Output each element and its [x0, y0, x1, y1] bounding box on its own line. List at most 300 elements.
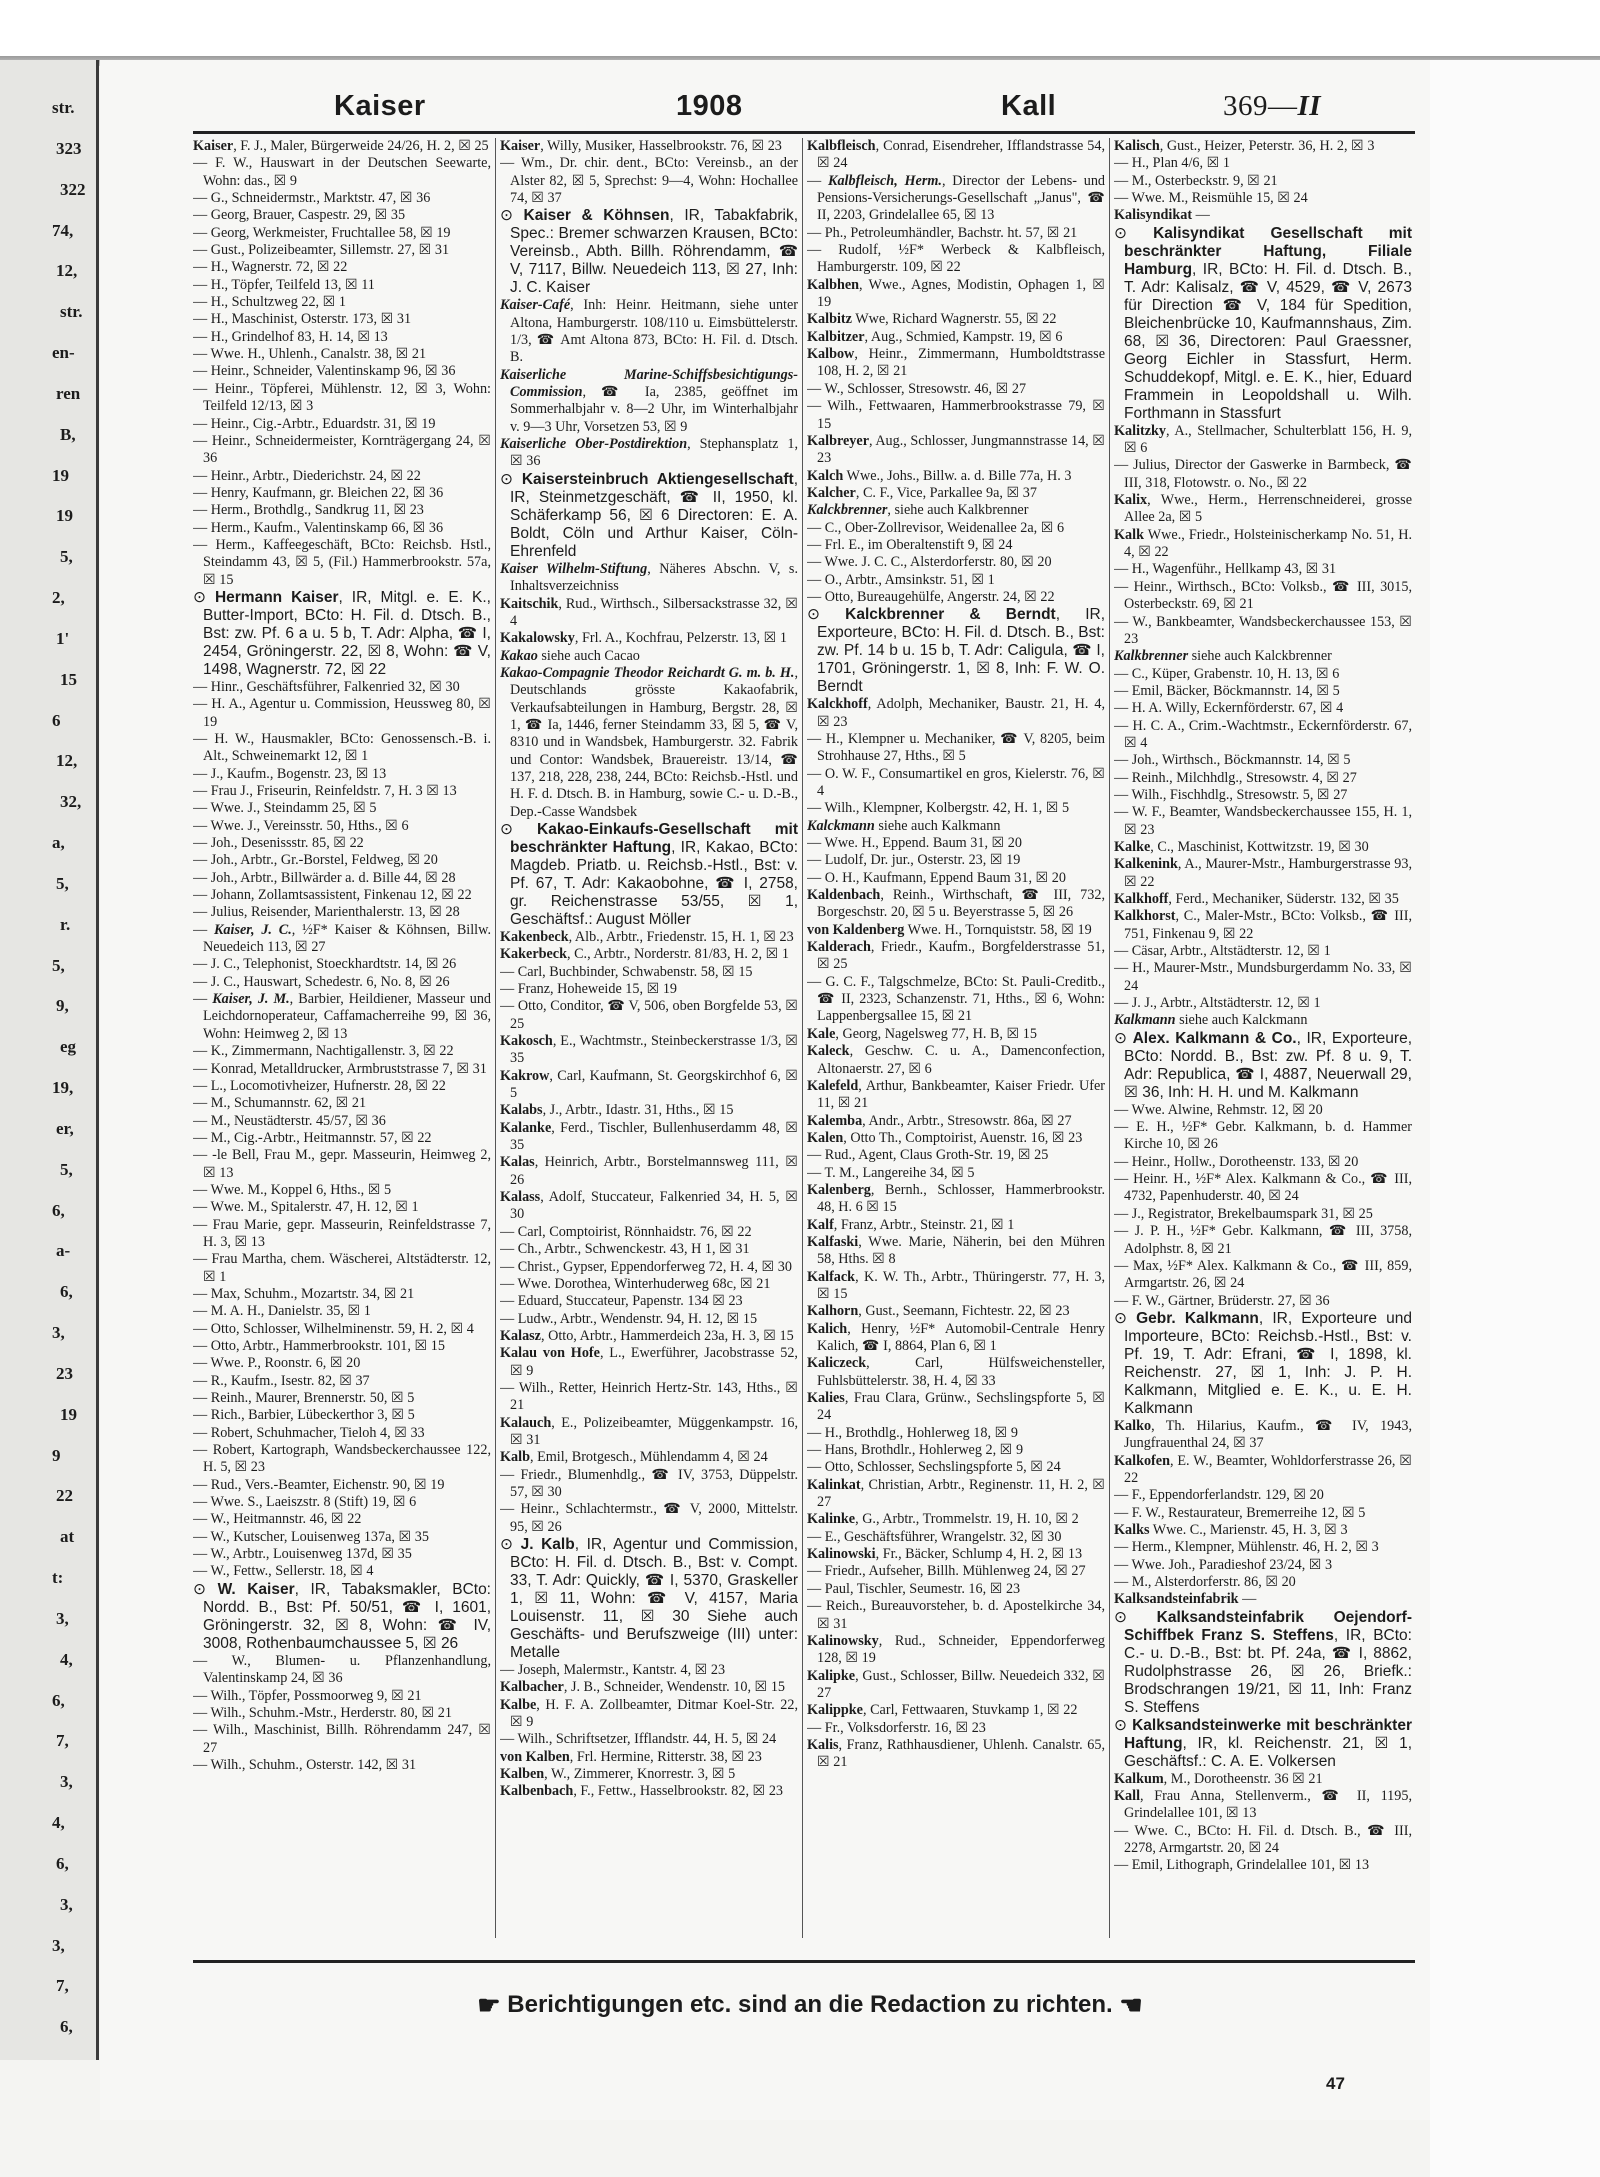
directory-entry: — Wilh., Töpfer, Possmoorweg 9, ☒ 21	[193, 1687, 422, 1704]
pointing-hand-right-icon: ☛	[477, 1990, 501, 2020]
header-first-name: Kaiser	[334, 90, 426, 122]
directory-entry: Kaiser-Café, Inh: Heinr. Heitmann, siehe unter Altona, Hamburgerstr. 108/110 u. Eimsbüttelerstr. 1/3, ☎ Amt Altona 873, BCto: H. Fil. d. Dtsch. B.	[500, 297, 798, 366]
directory-entry: Kalkmann siehe auch Kalckmann	[1114, 1012, 1308, 1029]
directory-entry: — Carl, Comptoirist, Rönnhaidstr. 76, ☒ 22	[500, 1223, 752, 1240]
column-divider	[495, 138, 496, 1938]
directory-entry: — Heinr. H., ½F* Alex. Kalkmann & Co., ☎ III, 4732, Papenhuderstr. 40, ☒ 24	[1114, 1171, 1412, 1205]
left-fragment-text: 9	[52, 1445, 61, 1465]
directory-entry: ⊙ Kalckbrenner & Berndt, IR, Exporteure, BCto: H. Fil. d. Dtsch. B., Bst: zw. Pf. 14 b u. 15 b, T. Adr: Caligula, ☎ I, 1701, Gröningerstr. 1, ☒ 8, Inh: F. W. O. Berndt	[807, 606, 1105, 696]
pointing-hand-left-icon: ☚	[1119, 1990, 1143, 2020]
header-year: 1908	[676, 90, 743, 122]
directory-entry: — Joseph, Malermstr., Kantstr. 4, ☒ 23	[500, 1662, 726, 1678]
directory-entry: Kalckhoff, Adolph, Mechaniker, Baustr. 21, H. 4, ☒ 23	[807, 696, 1105, 730]
directory-entry: ⊙ J. Kalb, IR, Agentur und Commission, BCto: H. Fil. d. Dtsch. B., Bst: v. Compt. 33, T. Adr: Quickly, ☎ I, 5370, Graskeller 1, ☒ 11, Wohn: ☎ V, 4157, Maria Louisenstr. 11, ☒ 30 Siehe auch Geschäfts- und Berufszweige (III) unter: Metalle	[500, 1536, 798, 1661]
directory-entry: Kaiserliche Ober-Postdirektion, Stephansplatz 1, ☒ 36	[500, 436, 798, 470]
directory-entry: — F. W., Gärtner, Brüderstr. 27, ☒ 36	[1114, 1292, 1330, 1309]
directory-entry: — H. A., Agentur u. Commission, Heussweg 80, ☒ 19	[193, 696, 491, 730]
directory-entry: — Rud., Vers.-Beamter, Eichenstr. 90, ☒ 19	[193, 1476, 445, 1493]
directory-entry: — F. W., Restaurateur, Bremerreihe 12, ☒ 5	[1114, 1504, 1366, 1521]
directory-entry: Kalefeld, Arthur, Bankbeamter, Kaiser Friedr. Ufer 11, ☒ 21	[807, 1077, 1105, 1112]
directory-entry: — Hinr., Geschäftsführer, Falkenried 32, ☒ 30	[193, 678, 460, 695]
directory-entry: — Wwe. J., Steindamm 25, ☒ 5	[193, 800, 377, 817]
directory-entry: — Joh., Wirthsch., Böckmannstr. 14, ☒ 5	[1114, 752, 1351, 769]
directory-entry: — W., Arbtr., Louisenweg 137d, ☒ 35	[193, 1546, 412, 1563]
left-fragment-text: 323	[56, 138, 82, 158]
directory-entry: — Heinr., Hollw., Dorotheenstr. 133, ☒ 20	[1114, 1153, 1359, 1170]
directory-entry: — Carl, Buchbinder, Schwabenstr. 58, ☒ 15	[500, 963, 753, 980]
directory-entry: Kalkum, M., Dorotheenstr. 36 ☒ 21	[1114, 1770, 1323, 1787]
directory-entry: — Julius, Director der Gaswerke in Barmbeck, ☎ III, 318, Flotowstr. o. No., ☒ 22	[1114, 457, 1412, 491]
directory-entry: — Emil, Bäcker, Böckmannstr. 14, ☒ 5	[1114, 682, 1340, 699]
directory-entry: — H. C. A., Crim.-Wachtmstr., Eckernförderstr. 67, ☒ 4	[1114, 717, 1412, 751]
directory-entry: — H., Töpfer, Teilfeld 13, ☒ 11	[193, 276, 375, 293]
directory-entry: Kalenberg, Bernh., Schlosser, Hammerbrookstr. 48, H. 6 ☒ 15	[807, 1181, 1105, 1216]
directory-entry: Kalkenink, A., Maurer-Mstr., Hamburgerstrasse 93, ☒ 22	[1114, 856, 1412, 890]
directory-entry: — W., Blumen- u. Pflanzenhandlung, Valentinskamp 24, ☒ 36	[193, 1652, 491, 1687]
directory-entry: — W. F., Beamter, Wandsbeckerchaussee 155, H. 1, ☒ 23	[1114, 804, 1412, 838]
directory-entry: Kalckmann siehe auch Kalkmann	[807, 817, 1001, 834]
directory-entry: — Joh., Arbtr., Gr.-Borstel, Feldweg, ☒ 20	[193, 852, 438, 869]
directory-entry: — J. C., Hauswart, Schedestr. 6, No. 8, ☒ 26	[193, 973, 450, 990]
directory-entry: Kalbreyer, Aug., Schlosser, Jungmannstrasse 14, ☒ 23	[807, 432, 1105, 467]
directory-entry: — Herm., Kaffeegeschäft, BCto: Reichsb. Hstl., Steindamm 43, ☒ 5, (Fil.) Hammerbrookstr. 57a, ☒ 15	[193, 536, 491, 588]
directory-entry: — Wwe. H., Uhlenh., Canalstr. 38, ☒ 21	[193, 346, 427, 363]
directory-entry: — Rudolf, ½F* Werbeck & Kalbfleisch, Hamburgerstr. 109, ☒ 22	[807, 242, 1105, 276]
directory-entry: Kalfack, K. W. Th., Arbtr., Thüringerstr. 77, H. 3, ☒ 15	[807, 1268, 1105, 1302]
right-page-margin	[1430, 60, 1600, 2177]
directory-entry: — Wilh., Schuhm.-Mstr., Herderstr. 80, ☒ 21	[193, 1704, 452, 1721]
directory-entry: ⊙ Kaisersteinbruch Aktiengesellschaft, IR, Steinmetzgeschäft, ☎ II, 1950, kl. Schäferkamp 56, ☒ 6 Directoren: E. A. Boldt, Cöln und Arthur Kaiser, Cöln-Ehrenfeld	[500, 470, 798, 560]
left-fragment-text: 7,	[56, 1731, 69, 1751]
directory-entry: — M. A. H., Danielstr. 35, ☒ 1	[193, 1303, 371, 1320]
directory-entry: — W., Bankbeamter, Wandsbeckerchaussee 153, ☒ 23	[1114, 613, 1412, 647]
directory-entry: — H., Plan 4/6, ☒ 1	[1114, 155, 1230, 172]
sheet-number: 47	[1326, 2074, 1345, 2093]
directory-entry: Kalasz, Otto, Arbtr., Hammerdeich 23a, H. 3, ☒ 15	[500, 1327, 794, 1344]
footer-note-text: Berichtigungen etc. sind an die Redaction zu richten.	[507, 1991, 1113, 2018]
directory-entry: Kalinowsky, Rud., Schneider, Eppendorferweg 128, ☒ 19	[807, 1632, 1105, 1667]
directory-entry: Kalen, Otto Th., Comptoirist, Auenstr. 16, ☒ 23	[807, 1129, 1083, 1146]
directory-entry: — Robert, Schuhmacher, Tieloh 4, ☒ 33	[193, 1424, 425, 1441]
directory-entry: — Wwe. M., Koppel 6, Hths., ☒ 5	[193, 1181, 392, 1198]
directory-entry: Kall, Frau Anna, Stellenverm., ☎ II, 1195, Grindelallee 101, ☒ 13	[1114, 1788, 1412, 1822]
left-fragment-text: 15	[60, 669, 77, 689]
directory-entry: — Otto, Bureaugehülfe, Angerstr. 24, ☒ 22	[807, 588, 1055, 605]
directory-entry: Kalabs, J., Arbtr., Idastr. 31, Hths., ☒ 15	[500, 1102, 734, 1119]
directory-entry: Kalf, Franz, Arbtr., Steinstr. 21, ☒ 1	[807, 1216, 1015, 1233]
directory-entry: Kalbow, Heinr., Zimmermann, Humboldtstrasse 108, H. 2, ☒ 21	[807, 346, 1105, 380]
directory-entry: — M., Alsterdorferstr. 86, ☒ 20	[1114, 1573, 1296, 1590]
left-fragment-text: 32,	[60, 792, 82, 812]
directory-entry: Kaldenbach, Reinh., Wirthschaft, ☎ III, 732, Borgeschstr. 20, ☒ 5 u. Beyerstrasse 5, ☒ 26	[807, 887, 1105, 921]
directory-entry: Kakrow, Carl, Kaufmann, St. Georgskirchhof 6, ☒ 5	[500, 1067, 798, 1102]
left-fragment-text: 3,	[60, 1772, 73, 1792]
directory-entry: Kalbhen, Wwe., Agnes, Modistin, Ophagen 1, ☒ 19	[807, 276, 1105, 311]
directory-entry: Kaliczeck, Carl, Hülfsweichensteller, Fuhlsbüttelerstr. 38, H. 4, ☒ 33	[807, 1355, 1105, 1389]
directory-entry: — Kalbfleisch, Herm., Director der Lebens- und Pensions-Versicherungs-Gesellschaft „Janus", ☎ II, 2203, Grindelallee 65, ☒ 13	[807, 172, 1105, 224]
directory-entry: Kalkhoff, Ferd., Mechaniker, Süderstr. 132, ☒ 35	[1114, 891, 1399, 907]
directory-entry: — O. W. F., Consumartikel en gros, Kielerstr. 76, ☒ 4	[807, 765, 1105, 799]
directory-entry: — Hans, Brothdlr., Hohlerweg 2, ☒ 9	[807, 1442, 1024, 1459]
directory-entry: — Ch., Arbtr., Schwenckestr. 43, H 1, ☒ 31	[500, 1241, 750, 1258]
directory-entry: — Herm., Klempner, Mühlenstr. 46, H. 2, ☒ 3	[1114, 1539, 1379, 1556]
header-page-number	[1223, 90, 1321, 123]
directory-entry: Kalinowski, Fr., Bäcker, Schlump 4, H. 2, ☒ 13	[807, 1546, 1083, 1563]
directory-entry: Kalbe, H. F. A. Zollbeamter, Ditmar Koel-Str. 22, ☒ 9	[500, 1696, 798, 1731]
directory-entry: — Wwe. S., Laeiszstr. 8 (Stift) 19, ☒ 6	[193, 1494, 417, 1511]
directory-entry: — Wwe. Joh., Paradieshof 23/24, ☒ 3	[1114, 1556, 1333, 1573]
directory-entry: Kalisyndikat —	[1114, 207, 1210, 224]
directory-columns	[193, 138, 1415, 1938]
directory-entry: Kalies, Frau Clara, Grünw., Sechslingspforte 5, ☒ 24	[807, 1390, 1105, 1424]
footer-note	[430, 1990, 1190, 2021]
directory-entry: Kalis, Franz, Rathhausdiener, Uhlenh. Canalstr. 65, ☒ 21	[807, 1736, 1105, 1771]
directory-entry: Kakalowsky, Frl. A., Kochfrau, Pelzerstr. 13, ☒ 1	[500, 630, 788, 647]
directory-entry: — L., Locomotivheizer, Hufnerstr. 28, ☒ 22	[193, 1077, 446, 1094]
column-4	[1114, 138, 1412, 1938]
directory-entry: — J., Kaufm., Bogenstr. 23, ☒ 13	[193, 765, 387, 782]
directory-entry: — Reinh., Milchhdlg., Stresowstr. 4, ☒ 27	[1114, 769, 1357, 786]
left-fragment-text: t:	[52, 1568, 64, 1587]
directory-entry: — -le Bell, Frau M., gepr. Masseurin, Heimweg 2, ☒ 13	[193, 1147, 491, 1181]
directory-entry: — Reich., Bureauvorsteher, b. d. Apostelkirche 34, ☒ 31	[807, 1598, 1105, 1632]
directory-entry: Kalben, W., Zimmerer, Knorrestr. 3, ☒ 5	[500, 1766, 736, 1783]
directory-entry: — H., Wagnerstr. 72, ☒ 22	[193, 259, 348, 276]
left-fragment-text: en-	[52, 343, 75, 362]
header-rule	[193, 131, 1415, 134]
directory-entry: von Kalben, Frl. Hermine, Ritterstr. 38, ☒ 23	[500, 1748, 762, 1765]
left-fragment-text: 4,	[52, 1813, 65, 1832]
left-fragment-text: 6	[52, 710, 61, 730]
directory-entry: — Wilh., Fettwaaren, Hammerbrookstrasse 79, ☒ 15	[807, 398, 1105, 432]
directory-entry: Kalass, Adolf, Stuccateur, Falkenried 34, H. 5, ☒ 30	[500, 1189, 798, 1223]
directory-entry: — Wwe. Alwine, Rehmstr. 12, ☒ 20	[1114, 1101, 1323, 1118]
directory-entry: — Reinh., Maurer, Brennerstr. 50, ☒ 5	[193, 1390, 415, 1407]
directory-entry: — Wilh., Maschinist, Billh. Röhrendamm 247, ☒ 27	[193, 1722, 491, 1756]
left-fragment-text: 5,	[60, 1159, 73, 1179]
left-fragment-text: 322	[60, 179, 86, 199]
directory-entry: Kalhorn, Gust., Seemann, Fichtestr. 22, ☒ 23	[807, 1303, 1070, 1320]
directory-entry: — E., Geschäftsführer, Wrangelstr. 32, ☒ 30	[807, 1528, 1062, 1545]
directory-entry: — Wwe. Dorothea, Winterhuderweg 68c, ☒ 21	[500, 1275, 771, 1292]
left-fragment-text: r.	[60, 914, 71, 934]
directory-entry: — M., Schumannstr. 62, ☒ 21	[193, 1095, 367, 1112]
directory-entry: Kalemba, Andr., Arbtr., Stresowstr. 86a, ☒ 27	[807, 1112, 1072, 1129]
directory-entry: Kalke, C., Maschinist, Kottwitzstr. 19, ☒ 30	[1114, 838, 1369, 855]
directory-entry: — O. H., Kaufmann, Eppend Baum 31, ☒ 20	[807, 869, 1066, 886]
directory-entry: — Wilh., Fischhdlg., Stresowstr. 5, ☒ 27	[1114, 786, 1348, 803]
left-fragment-text: 4,	[60, 1649, 73, 1669]
directory-entry: — Henry, Kaufmann, gr. Bleichen 22, ☒ 36	[193, 484, 444, 501]
directory-entry: — H., Brothdlg., Hohlerweg 18, ☒ 9	[807, 1424, 1018, 1441]
directory-entry: Kalich, Henry, ½F* Automobil-Centrale Henry Kalich, ☎ I, 8864, Plan 6, ☒ 1	[807, 1320, 1105, 1354]
directory-entry: — G. C. F., Talgschmelze, BCto: St. Pauli-Creditb., ☎ II, 2323, Schanzenstr. 71, Hths., ☒ 6, Wohn: Lappenbergsallee 15, ☒ 21	[807, 973, 1105, 1025]
directory-entry: Kale, Georg, Nagelsweg 77, H. B, ☒ 15	[807, 1025, 1037, 1042]
directory-entry: von Kaldenberg Wwe. H., Tornquiststr. 58, ☒ 19	[807, 921, 1092, 938]
left-fragment-text: 2,	[52, 588, 65, 607]
directory-entry: — Georg, Brauer, Caspestr. 29, ☒ 35	[193, 207, 406, 224]
left-fragment-text: 6,	[60, 2017, 73, 2037]
directory-entry: — Otto, Conditor, ☎ V, 506, oben Borgfelde 53, ☒ 25	[500, 998, 798, 1032]
column-divider	[802, 138, 803, 1938]
left-fragment-text: er,	[56, 1118, 74, 1138]
directory-entry: Kaiser, Willy, Musiker, Hasselbrookstr. 76, ☒ 23	[500, 138, 782, 154]
left-fragment-text: 5,	[52, 955, 65, 975]
directory-entry: — Friedr., Blumenhdlg., ☎ IV, 3753, Düppelstr. 57, ☒ 30	[500, 1466, 798, 1500]
directory-entry: ⊙ Hermann Kaiser, IR, Mitgl. e. E. K., Butter-Import, BCto: H. Fil. d. Dtsch. B., Bst: zw. Pf. 6 a u. 5 b, T. Adr: Alpha, ☎ I, 2454, Gröningerstr. 22, ☒ 8, Wohn: ☎ V, 1498, Wagnerstr. 72, ☒ 22	[193, 588, 491, 678]
directory-entry: — Frau J., Friseurin, Reinfeldstr. 7, H. 3 ☒ 13	[193, 783, 457, 799]
directory-entry: — Kaiser, J. C., ½F* Kaiser & Köhnsen, Billw. Neuedeich 113, ☒ 27	[193, 921, 491, 956]
directory-entry: — Wm., Dr. chir. dent., BCto: Vereinsb., an der Alster 82, ☒ 5, Sprechst: 9—4, Wohn: Hochallee 74, ☒ 37	[500, 155, 798, 207]
directory-entry: Kaleck, Geschw. C. u. A., Damenconfection, Altonaerstr. 27, ☒ 6	[807, 1043, 1105, 1077]
directory-entry: — Heinr., Schlachtermstr., ☎ V, 2000, Mittelstr. 95, ☒ 26	[500, 1501, 798, 1535]
directory-entry: ⊙ Alex. Kalkmann & Co., IR, Exporteure, BCto: Nordd. B., Bst: zw. Pf. 8 u. 9, T. Adr: Republica, ☎ I, 4887, Neuerwall 29, ☒ 36, Inh: H. H. und M. Kalkmann	[1114, 1029, 1412, 1101]
directory-entry: Kalkofen, E. W., Beamter, Wohldorferstrasse 26, ☒ 22	[1114, 1452, 1412, 1486]
directory-entry: — Wwe. J. C. C., Alsterdorferstr. 80, ☒ 20	[807, 554, 1052, 571]
directory-entry: Kaiser, F. J., Maler, Bürgerweide 24/26, H. 2, ☒ 25	[193, 138, 489, 154]
directory-entry: — J., Registrator, Brekelbaumspark 31, ☒ 25	[1114, 1205, 1373, 1222]
directory-entry: Kalksandsteinfabrik —	[1114, 1591, 1257, 1608]
directory-entry: Kalbenbach, F., Fettw., Hasselbrookstr. 82, ☒ 23	[500, 1783, 784, 1800]
directory-entry: Kaitschik, Rud., Wirthsch., Silbersackstrasse 32, ☒ 4	[500, 595, 798, 629]
directory-entry: — Emil, Lithograph, Grindelallee 101, ☒ 13	[1114, 1857, 1370, 1874]
directory-entry: Kalauch, E., Polizeibeamter, Müggenkampstr. 16, ☒ 31	[500, 1414, 798, 1448]
directory-entry: Kalkbrenner siehe auch Kalckbrenner	[1114, 648, 1332, 665]
left-fragment-text: ren	[56, 383, 81, 403]
directory-entry: — Otto, Schlosser, Wilhelminenstr. 59, H. 2, ☒ 4	[193, 1320, 474, 1337]
left-fragment-text: 3,	[52, 1935, 65, 1955]
directory-entry: Kakosch, E., Wachtmstr., Steinbeckerstrasse 1/3, ☒ 35	[500, 1033, 798, 1067]
left-fragment-text: 12,	[56, 261, 78, 281]
directory-entry: Kalipke, Gust., Schlosser, Billw. Neuedeich 332, ☒ 27	[807, 1667, 1105, 1701]
directory-entry: — Cäsar, Arbtr., Altstädterstr. 12, ☒ 1	[1114, 943, 1331, 960]
directory-entry: — Heinr., Schneider, Valentinskamp 96, ☒ 36	[193, 363, 456, 380]
column-divider	[1109, 138, 1110, 1938]
left-fragment-text: 23	[56, 1363, 73, 1383]
directory-entry: — Joh., Desenissstr. 85, ☒ 22	[193, 835, 364, 852]
directory-entry: Kalau von Hofe, L., Ewerführer, Jacobstrasse 52, ☒ 9	[500, 1345, 798, 1379]
directory-entry: — Heinr., Arbtr., Diederichstr. 24, ☒ 22	[193, 467, 421, 484]
directory-entry: Kaiser Wilhelm-Stiftung, Näheres Abschn. V, s. Inhaltsverzeichniss	[500, 560, 798, 595]
left-fragment-text: 19	[52, 465, 69, 485]
directory-entry: — Konrad, Metalldrucker, Armbruststrasse 7, ☒ 31	[193, 1060, 487, 1077]
directory-entry: — Wwe. J., Vereinsstr. 50, Hths., ☒ 6	[193, 817, 409, 834]
directory-entry: — H., Klempner u. Mechaniker, ☎ V, 8205, beim Strohhause 27, Hths., ☒ 5	[807, 730, 1105, 765]
directory-entry: ⊙ Kalksandsteinwerke mit beschränkter Haftung, IR, kl. Reichenstr. 21, ☒ 1, Geschäftsf.: C. A. E. Volkersen	[1114, 1716, 1412, 1770]
left-fragment-text: a-	[56, 1241, 71, 1261]
directory-entry: — M., Cig.-Arbtr., Heitmannstr. 57, ☒ 22	[193, 1129, 432, 1146]
directory-entry: — Johann, Zollamtsassistent, Finkenau 12, ☒ 22	[193, 887, 472, 904]
directory-entry: — Eduard, Stuccateur, Papenstr. 134 ☒ 23	[500, 1293, 743, 1310]
directory-entry: — Wwe. C., BCto: H. Fil. d. Dtsch. B., ☎ III, 2278, Armgartstr. 20, ☒ 24	[1114, 1822, 1412, 1857]
directory-entry: Kalko, Th. Hilarius, Kaufm., ☎ IV, 1943, Jungfrauenthal 24, ☒ 37	[1114, 1417, 1412, 1452]
directory-entry: — Max, Schuhm., Mozartstr. 34, ☒ 21	[193, 1285, 415, 1302]
directory-entry: — Gust., Polizeibeamter, Sillemstr. 27, ☒ 31	[193, 242, 450, 259]
scanner-top-margin	[0, 0, 1600, 62]
directory-entry: — H. A. Willy, Eckernförderstr. 67, ☒ 4	[1114, 700, 1344, 717]
directory-entry: — E. H., ½F* Gebr. Kalkmann, b. d. Hammer Kirche 10, ☒ 26	[1114, 1119, 1412, 1153]
directory-entry: Kalk Wwe., Friedr., Holsteinischerkamp No. 51, H. 4, ☒ 22	[1114, 526, 1412, 561]
directory-entry: — Robert, Kartograph, Wandsbeckerchaussee 122, H. 5, ☒ 23	[193, 1442, 491, 1476]
left-fragment-text: 6,	[60, 1282, 73, 1302]
directory-entry: — Ludolf, Dr. jur., Osterstr. 23, ☒ 19	[807, 852, 1021, 869]
left-fragment-text: 6,	[52, 1690, 65, 1710]
directory-entry: — H., Grindelhof 83, H. 14, ☒ 13	[193, 328, 388, 345]
directory-entry: Kalcher, C. F., Vice, Parkallee 9a, ☒ 37	[807, 484, 1037, 501]
directory-entry: — Otto, Schlosser, Sechslingspforte 5, ☒ 24	[807, 1459, 1061, 1476]
directory-entry: Kalinke, G., Arbtr., Trommelstr. 19, H. 10, ☒ 2	[807, 1511, 1079, 1528]
directory-entry: — Franz, Hoheweide 15, ☒ 19	[500, 981, 678, 997]
directory-entry: — W., Schlosser, Stresowstr. 46, ☒ 27	[807, 380, 1027, 397]
directory-entry: — Heinr., Schneidermeister, Kornträgergang 24, ☒ 36	[193, 432, 491, 467]
directory-entry: Kalbitz Wwe, Richard Wagnerstr. 55, ☒ 22	[807, 311, 1057, 328]
directory-entry: — G., Schneidermstr., Marktstr. 47, ☒ 36	[193, 190, 431, 207]
left-fragment-text: 22	[56, 1486, 73, 1506]
directory-entry: — Herm., Kaufm., Valentinskamp 66, ☒ 36	[193, 519, 444, 536]
directory-entry: Kalderach, Friedr., Kaufm., Borgfelderstrasse 51, ☒ 25	[807, 939, 1105, 973]
left-fragment-text: 6,	[56, 1853, 69, 1873]
directory-entry: Kalbfleisch, Conrad, Eisendreher, Ifflandstrasse 54, ☒ 24	[807, 138, 1105, 172]
left-fragment-text: 12,	[56, 751, 78, 771]
directory-entry: — Heinr., Cig.-Arbtr., Eduardstr. 31, ☒ 19	[193, 415, 436, 432]
header-page-number-suffix: II	[1297, 90, 1322, 122]
directory-entry: — H., Wagenführ., Hellkamp 43, ☒ 31	[1114, 561, 1337, 578]
directory-entry: — Herm., Brothdlg., Sandkrug 11, ☒ 23	[193, 502, 424, 519]
header-last-name: Kall	[1001, 90, 1057, 122]
directory-entry: — Joh., Arbtr., Billwärder a. d. Bille 44, ☒ 28	[193, 869, 456, 886]
column-2	[500, 138, 798, 1938]
directory-entry: — Wwe. M., Reismühle 15, ☒ 24	[1114, 190, 1308, 207]
directory-entry: ⊙ Gebr. Kalkmann, IR, Exporteure und Importeure, BCto: Reichsb.-Hstl., Bst: v. Pf. 19, T. Adr: Efrani, ☎ I, 1898, kl. Reichenstr. 27, ☒ 1, Inh: J. P. H. Kalkmann, Mitglied e. E. K., u. E. H. Kalkmann	[1114, 1309, 1412, 1417]
directory-entry: — Wwe. M., Spitalerstr. 47, H. 12, ☒ 1	[193, 1199, 419, 1216]
directory-entry: — Paul, Tischler, Seumestr. 16, ☒ 23	[807, 1580, 1021, 1597]
left-fragment-text: eg	[60, 1037, 77, 1057]
directory-entry: Kakao-Compagnie Theodor Reichardt G. m. b. H., Deutschlands grösste Kakaofabrik, Verkaufsabteilungen in Hamburg, Bergstr. 28, ☒ 1, ☎ Ia, 1446, ferner Steindamm 33, ☒ 5, ☎ V, 8310 und in Wandsbek, Hamburgerstr. 32. Fabrik und Contor: Wandsbek, Brauereistr. 13/14, ☎ 137, 218, 228, 238, 244, BCto: Reichsb.-Hstl. und H. F. d. Dtsch. B. in Hamburg, sowie C.- u. D.-B., Dep.-Casse Wandsbek	[500, 664, 798, 820]
directory-entry: — O., Arbtr., Amsinkstr. 51, ☒ 1	[807, 571, 995, 588]
directory-entry: — J. C., Telephonist, Stoeckhardtstr. 14, ☒ 26	[193, 956, 457, 973]
left-fragment-text: 19	[56, 506, 73, 526]
column-3	[807, 138, 1105, 1938]
directory-entry: Kalas, Heinrich, Arbtr., Borstelmannsweg 111, ☒ 26	[500, 1154, 798, 1188]
footer-rule	[193, 1960, 1415, 1963]
directory-entry: ⊙ Kalksandsteinfabrik Oejendorf-Schiffbek Franz S. Steffens, IR, BCto: C.- u. D.-B., Bst: bt. Pf. 24a, ☎ I, 8862, Rudolphstrasse 26, ☒ 26, Briefk.: Brodschrangen 19/21, ☒ 11, Inh: Franz S. Steffens	[1114, 1608, 1412, 1716]
directory-entry: — Rud., Agent, Claus Groth-Str. 19, ☒ 25	[807, 1147, 1049, 1164]
left-fragment-text: 7,	[56, 1976, 69, 1996]
left-fragment-text: 5,	[60, 547, 73, 567]
directory-entry: ⊙ Kakao-Einkaufs-Gesellschaft mit beschränkter Haftung, IR, Kakao, BCto: Magdeb. Priatb. u. Reichsb.-Hstl., Bst: v. Pf. 67, T. Adr: Kakaobohne, ☎ I, 2758, gr. Reichenstrasse 53/55, ☒ 1, Geschäftsf.: August Möller	[500, 820, 798, 928]
left-fragment-text: 74,	[52, 220, 74, 240]
directory-entry: — H., Maurer-Mstr., Mundsburgerdamm No. 33, ☒ 24	[1114, 960, 1412, 994]
left-fragment-text: 19,	[52, 1078, 74, 1097]
directory-entry: — M., Osterbeckstr. 9, ☒ 21	[1114, 172, 1278, 189]
directory-entry: — Friedr., Aufseher, Billh. Mühlenweg 24, ☒ 27	[807, 1563, 1086, 1580]
directory-entry: — F., Eppendorferlandstr. 129, ☒ 20	[1114, 1487, 1324, 1504]
directory-entry: Kalfaski, Wwe. Marie, Näherin, bei den Mühren 58, Hths. ☒ 8	[807, 1233, 1105, 1268]
directory-entry: Kalitzky, A., Stellmacher, Schulterblatt 156, H. 9, ☒ 6	[1114, 422, 1412, 457]
directory-entry: — W., Kutscher, Louisenweg 137a, ☒ 35	[193, 1528, 429, 1545]
directory-entry: Kalbacher, J. B., Schneider, Wendenstr. 10, ☒ 15	[500, 1679, 786, 1696]
directory-entry: — Heinr., Töpferei, Mühlenstr. 12, ☒ 3, Wohn: Teilfeld 12/13, ☒ 3	[193, 380, 491, 415]
left-fragment-text: str.	[60, 302, 83, 322]
directory-entry: — R., Kaufm., Isestr. 82, ☒ 37	[193, 1372, 370, 1389]
left-fragment-text: 3,	[56, 1608, 69, 1628]
directory-entry: Kalanke, Ferd., Tischler, Bullenhuserdamm 48, ☒ 35	[500, 1119, 798, 1154]
directory-entry: — Wilh., Klempner, Kolbergstr. 42, H. 1, ☒ 5	[807, 800, 1070, 817]
directory-entry: — T. M., Langereihe 34, ☒ 5	[807, 1164, 975, 1181]
directory-entry: — H., Schultzweg 22, ☒ 1	[193, 294, 347, 311]
directory-entry: Kalks Wwe. C., Marienstr. 45, H. 3, ☒ 3	[1114, 1521, 1348, 1538]
directory-entry: — Frau Marie, gepr. Masseurin, Reinfeldstrasse 7, H. 3, ☒ 13	[193, 1216, 491, 1250]
directory-entry: — Wilh., Schriftsetzer, Ifflandstr. 44, H. 5, ☒ 24	[500, 1731, 777, 1748]
directory-entry: ⊙ Kaiser & Köhnsen, IR, Tabakfabrik, Spec.: Bremer schwarzen Krausen, BCto: Vereinsb., Abth. Billh. Röhrendamm, ☎ V, 7117, Billw. Neuedeich 113, ☒ 27, Inh: J. C. Kaiser	[500, 207, 798, 297]
directory-entry: Kalinkat, Christian, Arbtr., Reginenstr. 11, H. 2, ☒ 27	[807, 1476, 1105, 1511]
directory-entry: — H. W., Hausmakler, BCto: Genossensch.-B. i. Alt., Schweinemarkt 12, ☒ 1	[193, 730, 491, 765]
directory-entry: — J. P. H., ½F* Gebr. Kalkmann, ☎ III, 3758, Adolphstr. 8, ☒ 21	[1114, 1223, 1412, 1257]
directory-entry: ⊙ Kalisyndikat Gesellschaft mit beschränkter Haftung, Filiale Hamburg, IR, BCto: H. Fil. d. Dtsch. B., T. Adr: Kalisalz, ☎ V, 4529, ☎ V, 2673 für Direction ☎ V, 184 für Spedition, Bleichenbrücke 10, Kaufmannshaus, Zim. 68, ☒ 36, Directoren: Paul Graessner, Georg Eichler in Stassfurt, Herm. Schuddekopf, Mitgl. e. E. K., hier, Eduard Frammein in Leopoldshall u. Wilh. Forthmann in Stassfurt	[1114, 224, 1412, 422]
directory-entry: Kalbitzer, Aug., Schmied, Kampstr. 19, ☒ 6	[807, 328, 1063, 345]
left-fragment-text: 1'	[56, 628, 70, 648]
left-fragment-text: at	[60, 1527, 75, 1547]
directory-entry: — Frau Martha, chem. Wäscherei, Altstädterstr. 12, ☒ 1	[193, 1251, 491, 1285]
directory-entry: — Julius, Reisender, Marienthalerstr. 13, ☒ 28	[193, 904, 460, 921]
directory-entry: Kalisch, Gust., Heizer, Peterstr. 36, H. 2, ☒ 3	[1114, 138, 1375, 154]
left-fragment-text: 5,	[56, 873, 69, 893]
directory-entry: — C., Ober-Zollrevisor, Weidenallee 2a, ☒ 6	[807, 519, 1065, 536]
directory-entry: Kakerbeck, C., Arbtr., Norderstr. 81/83, H. 2, ☒ 1	[500, 946, 789, 963]
left-fragment-text: a,	[52, 833, 65, 852]
directory-entry: Kalkhorst, C., Maler-Mstr., BCto: Volksb., ☎ III, 751, Finkenau 9, ☒ 22	[1114, 908, 1412, 942]
left-fragment-text: 6,	[52, 1200, 65, 1220]
header-page-number-main: 369—	[1223, 90, 1298, 122]
directory-entry: — W., Heitmannstr. 46, ☒ 22	[193, 1511, 362, 1528]
directory-entry: Kakao siehe auch Cacao	[500, 647, 640, 664]
left-fragment-text: 3,	[52, 1323, 65, 1342]
directory-entry: — Otto, Arbtr., Hammerbrookstr. 101, ☒ 15	[193, 1338, 445, 1354]
directory-entry: — C., Küper, Grabenstr. 10, H. 13, ☒ 6	[1114, 665, 1340, 682]
left-page-fragment	[0, 60, 99, 2060]
directory-entry: — Wwe. H., Eppend. Baum 31, ☒ 20	[807, 835, 1022, 852]
directory-entry: Kalix, Wwe., Herm., Herrenschneiderei, grosse Allee 2a, ☒ 5	[1114, 492, 1412, 526]
directory-entry: — Kaiser, J. M., Barbier, Heildiener, Masseur und Leichdornoperateur, Caffamacherreihe 99, ☒ 36, Wohn: Heimweg 2, ☒ 13	[193, 991, 491, 1042]
left-fragment-text: 3,	[60, 1894, 73, 1914]
directory-entry: — J. J., Arbtr., Altstädterstr. 12, ☒ 1	[1114, 995, 1321, 1012]
directory-entry: Kalippke, Carl, Fettwaaren, Stuvkamp 1, ☒ 22	[807, 1702, 1078, 1719]
directory-entry: — Georg, Werkmeister, Fruchtallee 58, ☒ 19	[193, 224, 451, 241]
directory-entry: — K., Zimmermann, Nachtigallenstr. 3, ☒ 22	[193, 1043, 454, 1060]
left-fragment-text: B,	[60, 424, 76, 444]
directory-entry: ⊙ W. Kaiser, IR, Tabaksmakler, BCto: Nordd. B., Bst: Pf. 50/51, ☎ I, 1601, Gröningerstr. 32, ☒ 8, Wohn: ☎ IV, 3008, Rothenbaumchaussee 5, ☒ 26	[193, 1580, 491, 1652]
directory-entry: — Max, ½F* Alex. Kalkmann & Co., ☎ III, 859, Armgartstr. 26, ☒ 24	[1114, 1257, 1412, 1292]
directory-entry: — Rich., Barbier, Lübeckerthor 3, ☒ 5	[193, 1407, 415, 1424]
directory-entry: — Ludw., Arbtr., Wendenstr. 94, H. 12, ☒ 15	[500, 1310, 758, 1327]
column-1	[193, 138, 491, 1938]
directory-entry: — Wilh., Retter, Heinrich Hertz-Str. 143, Hths., ☒ 21	[500, 1379, 798, 1414]
directory-entry: — Fr., Volksdorferstr. 16, ☒ 23	[807, 1719, 986, 1736]
directory-entry: — Heinr., Wirthsch., BCto: Volksb., ☎ III, 3015, Osterbeckstr. 69, ☒ 21	[1114, 578, 1412, 613]
left-fragment-text: 9,	[56, 996, 69, 1016]
directory-entry: — Frl. E., im Oberaltenstift 9, ☒ 24	[807, 536, 1013, 553]
directory-entry: — M., Neustädterstr. 45/57, ☒ 36	[193, 1112, 386, 1129]
left-fragment-text: 19	[60, 1404, 77, 1424]
directory-entry: — Wilh., Schuhm., Osterstr. 142, ☒ 31	[193, 1756, 417, 1773]
directory-entry: Kaiserliche Marine-Schiffsbesichtigungs-Commission, ☎ Ia, 2385, geöffnet im Sommerhalbjahr v. 8—2 Uhr, im Winterhalbjahr v. 9—3 Uhr, Vorsetzen 53, ☒ 9	[500, 366, 798, 435]
directory-entry: Kalckbrenner, siehe auch Kalkbrenner	[807, 502, 1029, 519]
directory-entry: — H., Maschinist, Osterstr. 173, ☒ 31	[193, 311, 412, 328]
directory-entry: — F. W., Hauswart in der Deutschen Seewarte, Wohn: das., ☒ 9	[193, 155, 491, 189]
directory-entry: Kalch Wwe., Johs., Billw. a. d. Bille 77a, H. 3	[807, 467, 1072, 484]
directory-entry: Kalb, Emil, Brotgesch., Mühlendamm 4, ☒ 24	[500, 1449, 768, 1466]
directory-entry: — Ph., Petroleumhändler, Bachstr. ht. 57, ☒ 21	[807, 224, 1078, 241]
